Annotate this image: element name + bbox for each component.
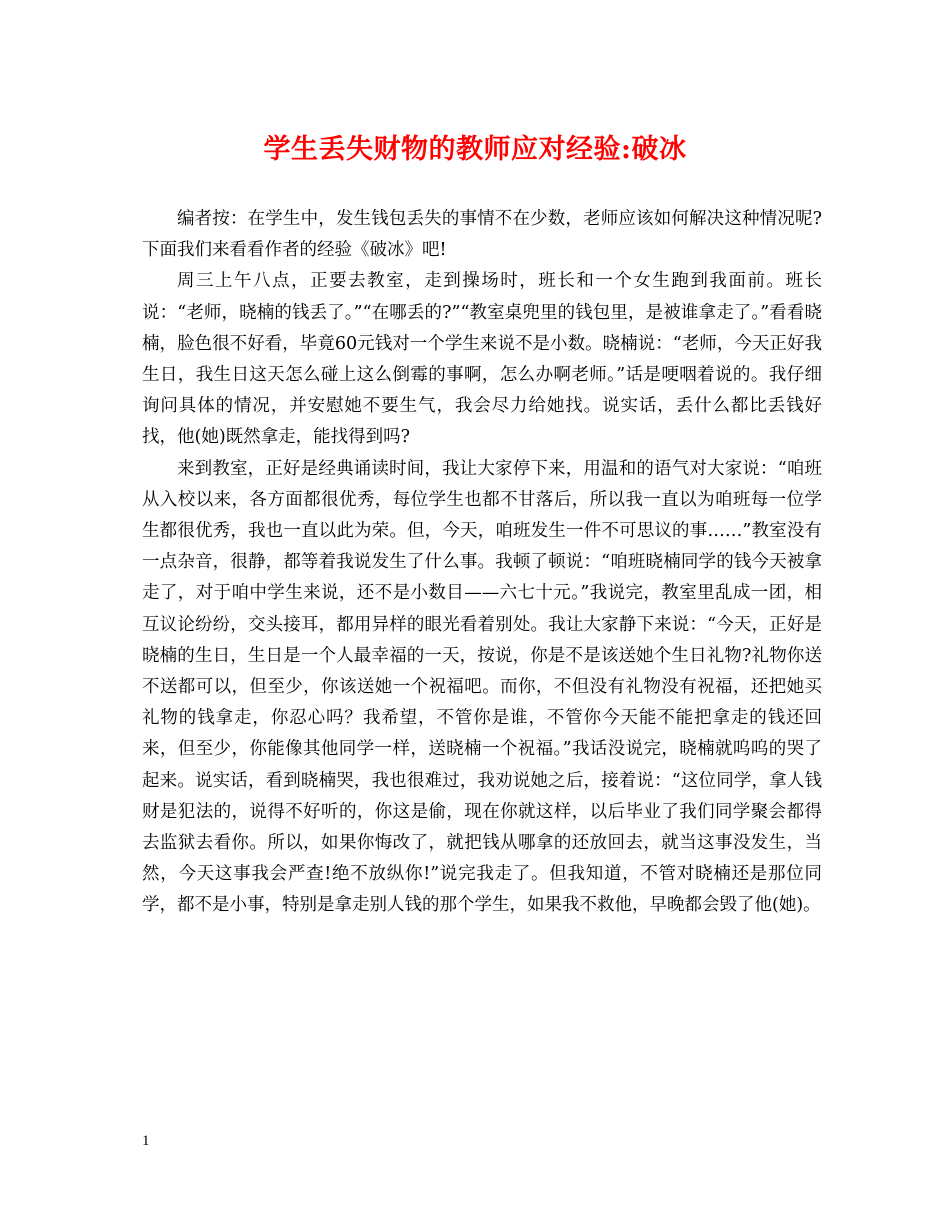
paragraph-editor-note: 编者按：在学生中，发生钱包丢失的事情不在少数，老师应该如何解决这种情况呢?下面我们来看看作者的经验《破冰》吧! xyxy=(142,209,822,261)
paragraph-classroom-speech: 来到教室，正好是经典诵读时间，我让大家停下来，用温和的语气对大家说：“咱班从入校以来，各方面都很优秀，每位学生也都不甘落后，所以我一直以为咱班每一位学生都很优秀，我也一直以此为荣。但，今天，咱班发生一件不可思议的事……”教室没有一点杂音，很静，都等着我说发生了什么事。我顿了顿说：“咱班晓楠同学的钱今天被拿走了，对于咱中学生来说，还不是小数目——六七十元。”我说完，教室里乱成一团，相互议论纷纷，交头接耳，都用异样的眼光看着别处。我让大家静下来说：“今天，正好是晓楠的生日，生日是一个人最幸福的一天，按说，你是不是该送她个生日礼物?礼物你送不送都可以，但至少，你该送她一个祝福吧。而你，不但没有礼物没有祝福，还把她买礼物的钱拿走，你忍心吗？我希望，不管你是谁，不管你今天能不能把拿走的钱还回来，但至少，你能像其他同学一样，送晓楠一个祝福。”我话没说完，晓楠就呜呜的哭了起来。说实话，看到晓楠哭，我也很难过，我劝说她之后，接着说：“这位同学，拿人钱财是犯法的，说得不好听的，你这是偷，现在你就这样，以后毕业了我们同学聚会都得去监狱去看你。所以，如果你悔改了，就把钱从哪拿的还放回去，就当这事没发生，当然，今天这事我会严查!绝不放纵你!”说完我走了。但我知道，不管对晓楠还是那位同学，都不是小事，特别是拿走别人钱的那个学生，如果我不救他，早晚都会毁了他(她)。 xyxy=(142,458,822,916)
document-title: 学生丢失财物的教师应对经验:破冰 xyxy=(263,134,687,165)
page-number: 1 xyxy=(142,1133,150,1149)
document-body xyxy=(142,204,822,922)
paragraph-story-start: 周三上午八点，正要去教室，走到操场时，班长和一个女生跑到我面前。班长说：“老师，晓楠的钱丢了。”“在哪丢的?”“教室桌兜里的钱包里，是被谁拿走了。”看看晓楠，脸色很不好看，毕竟60元钱对一个学生来说不是小数。晓楠说：“老师，今天正好我生日，我生日这天怎么碰上这么倒霉的事啊，怎么办啊老师。”话是哽咽着说的。我仔细询问具体的情况，并安慰她不要生气，我会尽力给她找。说实话，丢什么都比丢钱好找，他(她)既然拿走，能找得到吗? xyxy=(142,271,822,448)
